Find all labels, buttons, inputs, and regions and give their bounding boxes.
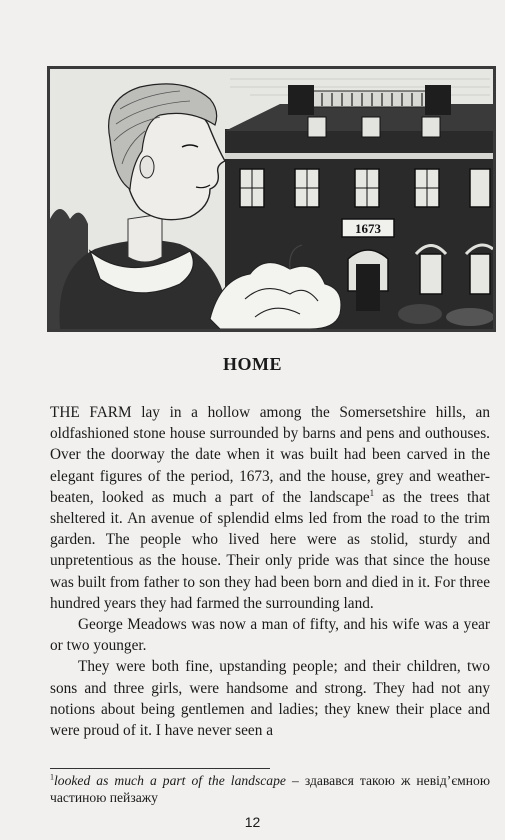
paragraph-3: They were both fine, upstanding people; and their children, two sons and three girls, were handsome and strong. They had not any notions about being gentlemen and ladies; they knew their place and were proud of it. I have never seen a <box>50 658 490 740</box>
footnote <box>50 772 490 806</box>
illustration <box>47 66 496 332</box>
body-text <box>50 402 490 741</box>
footnote-divider <box>50 768 270 769</box>
date-plaque: 1673 <box>355 221 381 236</box>
illustration-drawing <box>50 69 493 329</box>
paragraph-1 <box>50 402 490 614</box>
page-number: 12 <box>244 814 261 830</box>
chapter-title: HOME <box>223 354 282 374</box>
paragraph-1-text-a: THE FARM lay in a hollow among the Somersetshire hills, an oldfashioned stone house surrounded by barns and pens and outhouses. Over the doorway the date when it was built had been carved in the elegant figures of the period, 1673, and the house, grey and weather-beaten, looked as much a part of the landscape <box>50 404 490 506</box>
footnote-reference: 1 <box>369 487 375 498</box>
footnote-term: looked as much a part of the landscape <box>54 773 286 788</box>
paragraph-1-text-b: as the trees that sheltered it. An avenue of splendid elms led from the road to the trim garden. The people who lived here were as stolid, sturdy and unpretentious as the house. Their only pride was that since the house was built from father to son they had been born and died in it. For three hundred years they had farmed the surrounding land. <box>50 488 490 612</box>
footnote-translation: – здавався такою ж невід’ємною частиною пейзажу <box>50 773 491 805</box>
footnote-mark: 1 <box>50 772 54 782</box>
paragraph-2: George Meadows was now a man of fifty, and his wife was a year or two younger. <box>50 616 490 655</box>
